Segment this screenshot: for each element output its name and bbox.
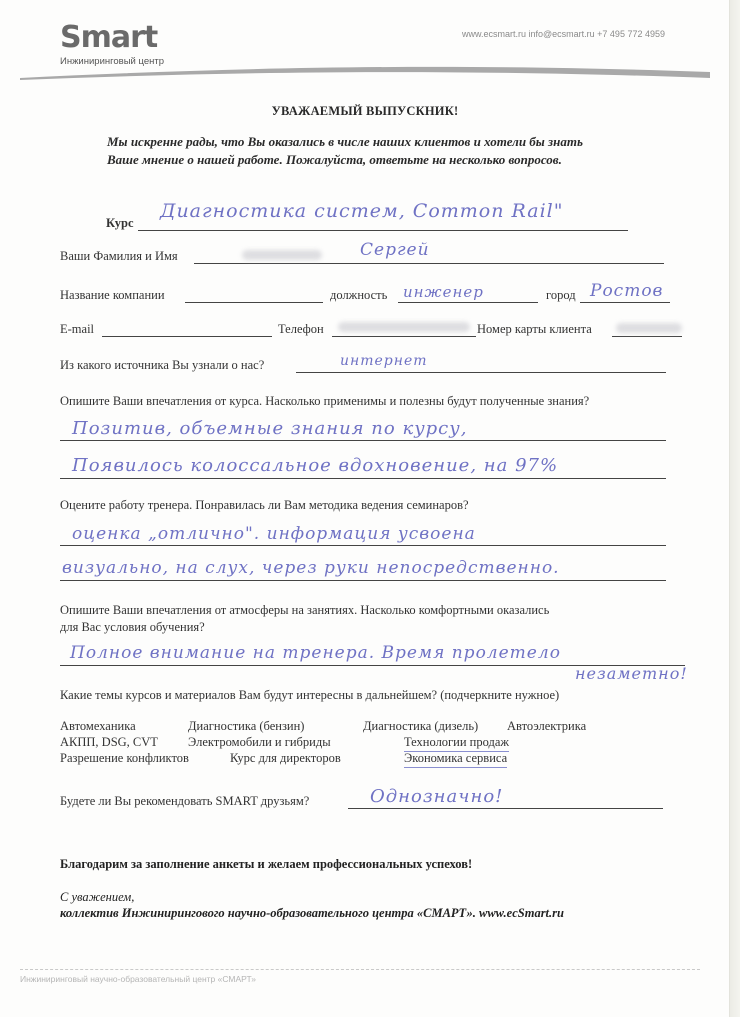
answer-3-2: незаметно! [575, 664, 688, 683]
name-value: Сергей [360, 240, 430, 260]
header-contacts: www.ecsmart.ru info@ecsmart.ru +7 495 772 4959 [462, 29, 665, 39]
header-swoosh [20, 60, 710, 90]
footer-text: Инжиниринговый научно-образовательный центр «СМАРТ» [20, 974, 256, 984]
thanks-text: Благодарим за заполнение анкеты и желаем профессиональных успехов! [60, 857, 473, 871]
course-value: Диагностика систем, Common Rail" [160, 200, 564, 222]
card-line[interactable] [612, 336, 682, 337]
source-line[interactable] [296, 372, 666, 373]
answer-line-1-1[interactable] [60, 440, 666, 441]
footer-divider [20, 969, 700, 970]
company-label: Название компании [60, 288, 165, 302]
city-line[interactable] [580, 302, 670, 303]
question-atmosphere-line-1: Опишите Ваши впечатления от атмосферы на занятиях. Насколько комфортными оказались [60, 603, 550, 617]
topic-transmissions[interactable]: АКПП, DSG, CVT [60, 735, 158, 749]
intro-text [107, 133, 583, 169]
logo-subtitle: Инжиниринговый центр [60, 56, 164, 67]
city-label: город [546, 288, 576, 302]
answer-line-2-1[interactable] [60, 545, 666, 546]
page-title: УВАЖАЕМЫЙ ВЫПУСКНИК! [271, 104, 459, 118]
company-line[interactable] [185, 302, 323, 303]
redacted-surname [242, 250, 322, 260]
topic-conflict-resolution[interactable]: Разрешение конфликтов [60, 751, 189, 765]
recommend-line[interactable] [348, 808, 663, 809]
question-trainer-rating: Оцените работу тренера. Понравилась ли Вам методика ведения семинаров? [60, 498, 469, 512]
source-value: интернет [340, 353, 428, 369]
phone-label: Телефон [278, 322, 324, 336]
topic-automechanics[interactable]: Автомеханика [60, 719, 136, 733]
position-label: должность [330, 288, 388, 302]
topic-diagnostics-petrol[interactable]: Диагностика (бензин) [188, 719, 305, 733]
answer-3-1: Полное внимание на тренера. Время пролетело [70, 643, 561, 663]
email-label: E-mail [60, 322, 95, 336]
topic-autoelectrics[interactable]: Автоэлектрика [507, 719, 587, 733]
city-value: Ростов [590, 281, 664, 301]
answer-1-1: Позитив, объемные знания по курсу, [72, 418, 468, 439]
page-edge [730, 0, 740, 1017]
card-label: Номер карты клиента [477, 322, 592, 336]
position-line[interactable] [398, 302, 538, 303]
topic-ev-hybrids[interactable]: Электромобили и гибриды [188, 735, 331, 749]
answer-1-2: Появилось колоссальное вдохновение, на 97% [72, 455, 559, 476]
topic-directors-course[interactable]: Курс для директоров [230, 751, 341, 765]
redacted-card [616, 323, 682, 333]
course-label: Курс [106, 216, 134, 230]
topics-question: Какие темы курсов и материалов Вам будут интересны в дальнейшем? (подчеркните нужное) [60, 688, 560, 702]
logo-text: Smart [60, 20, 158, 55]
intro-line-2: Ваше мнение о нашей работе. Пожалуйста, ответьте на несколько вопросов. [107, 152, 562, 167]
redacted-phone [338, 322, 470, 332]
topic-service-economics[interactable]: Экономика сервиса [404, 751, 507, 768]
course-line[interactable] [138, 230, 628, 231]
name-line[interactable] [194, 263, 664, 264]
position-value: инженер [403, 283, 484, 301]
smart-logo [60, 20, 157, 55]
name-label: Ваши Фамилия и Имя [60, 249, 178, 263]
recommend-label: Будете ли Вы рекомендовать SMART друзьям? [60, 794, 310, 808]
source-label: Из какого источника Вы узнали о нас? [60, 358, 265, 372]
question-course-impressions: Опишите Ваши впечатления от курса. Насколько применимы и полезны будут полученные знания? [60, 394, 590, 408]
topic-sales-technologies[interactable]: Технологии продаж [404, 735, 509, 752]
phone-line[interactable] [332, 336, 476, 337]
email-line[interactable] [102, 336, 272, 337]
answer-2-1: оценка „отлично". информация усвоена [72, 524, 476, 544]
regards-text: С уважением, [60, 890, 135, 904]
topic-diagnostics-diesel[interactable]: Диагностика (дизель) [363, 719, 479, 733]
question-atmosphere-line-2: для Вас условия обучения? [60, 620, 205, 634]
answer-line-2-2[interactable] [60, 580, 666, 581]
answer-line-1-2[interactable] [60, 478, 666, 479]
intro-line-1: Мы искренне рады, что Вы оказались в числе наших клиентов и хотели бы знать [107, 134, 583, 149]
recommend-value: Однозначно! [370, 786, 504, 807]
team-signature: коллектив Инжинирингового научно-образовательного центра «СМАРТ». www.ecSmart.ru [60, 906, 564, 920]
answer-2-2: визуально, на слух, через руки непосредственно. [62, 558, 560, 578]
